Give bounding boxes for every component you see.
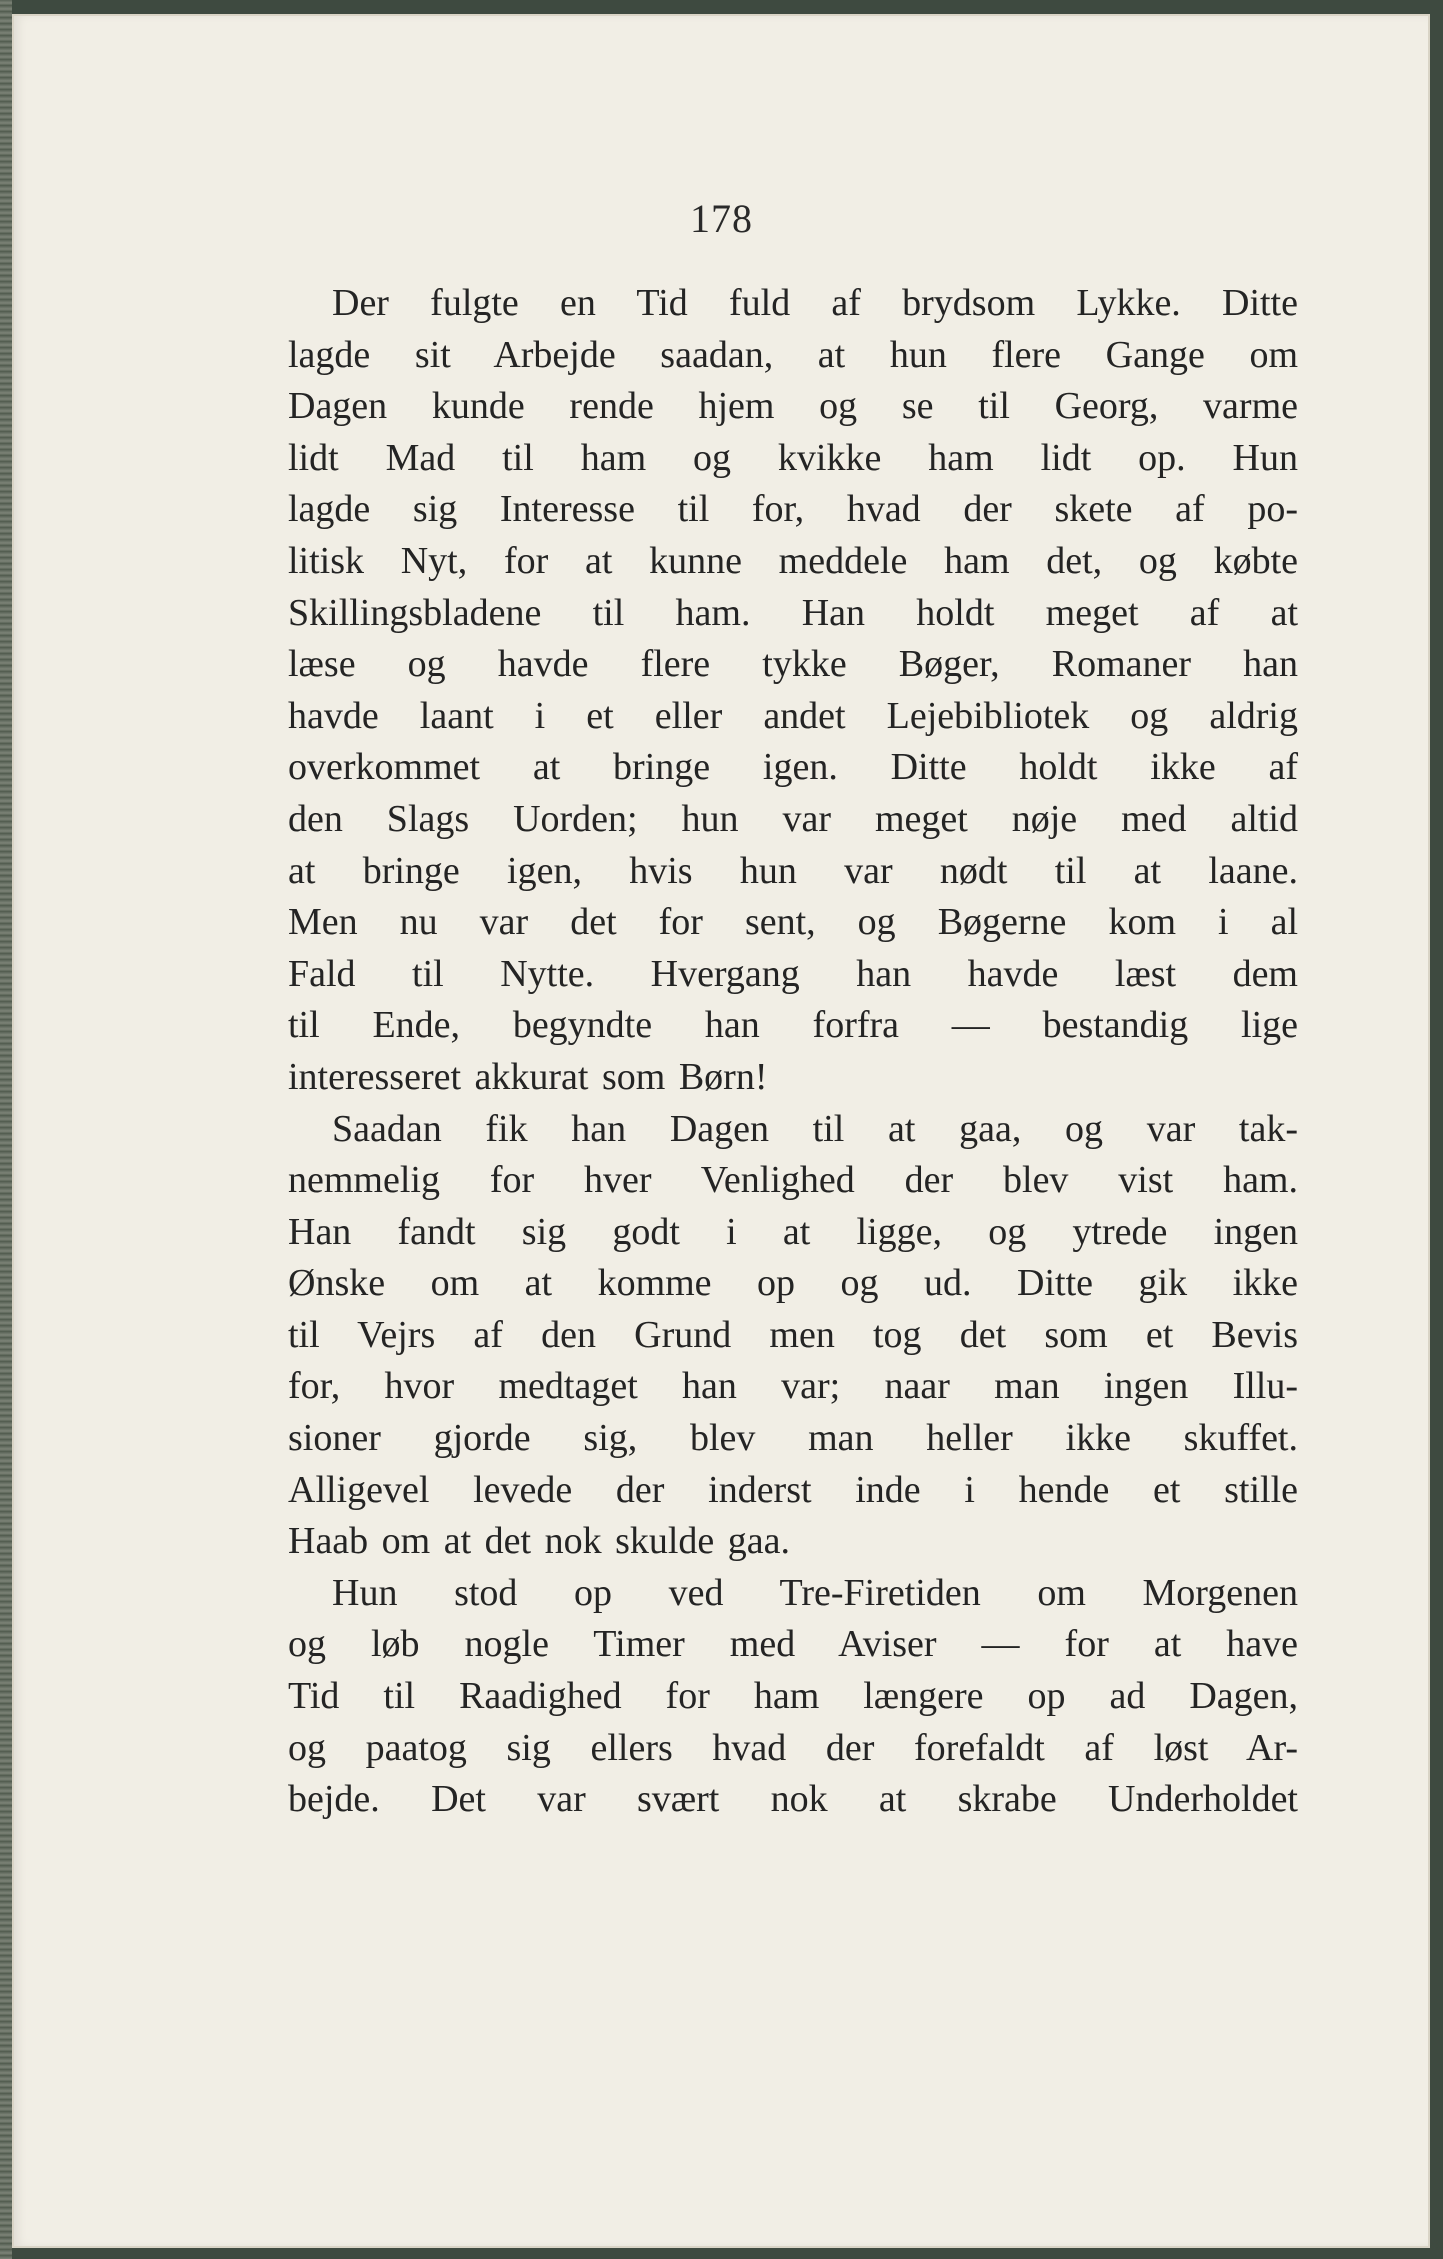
paragraph-2 [288, 1104, 1298, 1568]
text-line: den Slags Uorden; hun var meget nøje med altid [288, 797, 1298, 840]
text-line: sioner gjorde sig, blev man heller ikke skuffet. [288, 1417, 1298, 1460]
text-line: Haab om at det nok skulde gaa. [288, 1520, 791, 1563]
text-line: læse og havde flere tykke Bøger, Romaner han [288, 643, 1298, 686]
text-line: lagde sig Interesse til for, hvad der skete af po- [288, 488, 1298, 531]
text-line: for, hvor medtaget han var; naar man ingen Illu- [288, 1365, 1298, 1408]
text-line: Tid til Raadighed for ham længere op ad Dagen, [288, 1675, 1298, 1718]
text-line: bejde. Det var svært nok at skrabe Underholdet [288, 1778, 1298, 1821]
text-line: til Ende, begyndte han forfra — bestandig lige [288, 1004, 1298, 1047]
text-line: lidt Mad til ham og kvikke ham lidt op. Hun [288, 436, 1298, 479]
text-line: Hun stod op ved Tre-Firetiden om Morgenen [332, 1571, 1298, 1614]
text-line: interesseret akkurat som Børn! [288, 1055, 768, 1098]
text-line: Alligevel levede der inderst inde i hende et stille [288, 1468, 1298, 1511]
text-line: og paatog sig ellers hvad der forefaldt af løst Ar- [288, 1726, 1298, 1769]
text-line: lagde sit Arbejde saadan, at hun flere Gange om [288, 333, 1298, 376]
text-line: at bringe igen, hvis hun var nødt til at laane. [288, 849, 1298, 892]
page-number: 178 [690, 196, 753, 241]
body-text [288, 278, 1298, 1826]
book-edge [0, 0, 12, 2259]
text-line: Der fulgte en Tid fuld af brydsom Lykke. Ditte [332, 282, 1298, 324]
paragraph-3 [288, 1568, 1298, 1826]
text-line: Han fandt sig godt i at ligge, og ytrede ingen [288, 1210, 1298, 1253]
text-line: nemmelig for hver Venlighed der blev vist ham. [288, 1159, 1298, 1202]
text-line: og løb nogle Timer med Aviser — for at have [288, 1623, 1298, 1666]
text-line: til Vejrs af den Grund men tog det som et Bevis [288, 1313, 1298, 1356]
text-line: overkommet at bringe igen. Ditte holdt ikke af [288, 746, 1298, 789]
text-line: Dagen kunde rende hjem og se til Georg, varme [288, 385, 1298, 428]
text-line: Men nu var det for sent, og Bøgerne kom i al [288, 901, 1298, 944]
text-line: Saadan fik han Dagen til at gaa, og var tak- [332, 1107, 1298, 1150]
text-line: litisk Nyt, for at kunne meddele ham det, og købte [288, 539, 1298, 582]
text-line: Fald til Nytte. Hvergang han havde læst dem [288, 952, 1298, 995]
text-line: Ønske om at komme op og ud. Ditte gik ikke [288, 1262, 1298, 1305]
text-line: Skillingsbladene til ham. Han holdt meget af at [288, 591, 1298, 634]
paragraph-1 [288, 278, 1298, 1104]
text-line: havde laant i et eller andet Lejebibliotek og aldrig [288, 694, 1298, 737]
